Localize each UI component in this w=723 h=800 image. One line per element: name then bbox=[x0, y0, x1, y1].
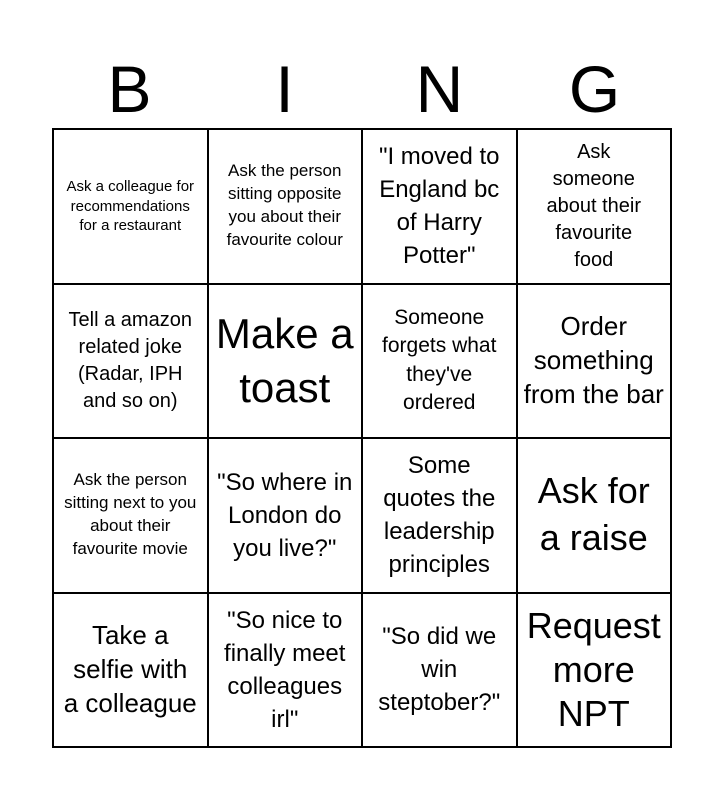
bingo-cell-text: Ask a colleague for recommendations for a restaurant bbox=[66, 178, 195, 234]
bingo-cell-15[interactable] bbox=[363, 594, 518, 749]
bingo-cell-text: Request more NPT bbox=[526, 604, 661, 734]
bingo-cell-text: "So where in London do you live?" bbox=[217, 468, 353, 562]
bingo-cell-1[interactable] bbox=[54, 130, 209, 285]
bingo-cell-4[interactable] bbox=[518, 130, 673, 285]
bingo-cell-text: Someone forgets what they've ordered bbox=[382, 306, 497, 415]
bingo-cell-11[interactable] bbox=[363, 439, 518, 594]
header-letter-n: N bbox=[415, 52, 464, 126]
bingo-header bbox=[52, 50, 672, 128]
bingo-cell-12[interactable] bbox=[518, 439, 673, 594]
bingo-cell-9[interactable] bbox=[54, 439, 209, 594]
bingo-cell-text: "So nice to finally meet colleagues irl" bbox=[224, 606, 346, 733]
bingo-cell-text: Ask the person sitting next to you about their favourite movie bbox=[64, 470, 197, 559]
bingo-cell-13[interactable] bbox=[54, 594, 209, 749]
bingo-cell-5[interactable] bbox=[54, 285, 209, 440]
bingo-cell-text: Ask someone about their favourite food bbox=[546, 140, 641, 271]
bingo-cell-text: Take a selfie with a colleague bbox=[63, 620, 197, 718]
bingo-cell-text: Some quotes the leadership principles bbox=[383, 452, 496, 579]
bingo-cell-3[interactable] bbox=[363, 130, 518, 285]
bingo-cell-2[interactable] bbox=[209, 130, 364, 285]
bingo-cell-text: Ask for a raise bbox=[537, 470, 650, 559]
bingo-cell-7[interactable] bbox=[363, 285, 518, 440]
bingo-cell-10[interactable] bbox=[209, 439, 364, 594]
bingo-cell-16[interactable] bbox=[518, 594, 673, 749]
bingo-cell-6[interactable] bbox=[209, 285, 364, 440]
header-letter-b: B bbox=[107, 52, 152, 126]
bingo-cell-text: Order something from the bar bbox=[523, 311, 664, 409]
header-letter-i: I bbox=[275, 52, 294, 126]
header-letter-g: G bbox=[568, 52, 621, 126]
bingo-cell-text: Tell a amazon related joke (Radar, IPH and so on) bbox=[68, 308, 192, 412]
bingo-cell-text: Ask the person sitting opposite you about their favourite colour bbox=[226, 161, 343, 250]
bingo-cell-text: Make a toast bbox=[215, 310, 354, 411]
bingo-cell-8[interactable] bbox=[518, 285, 673, 440]
bingo-cell-text: "I moved to England bc of Harry Potter" bbox=[378, 143, 500, 270]
bingo-grid bbox=[52, 128, 672, 748]
bingo-cell-text: "So did we win steptober?" bbox=[378, 623, 501, 717]
bingo-cell-14[interactable] bbox=[209, 594, 364, 749]
